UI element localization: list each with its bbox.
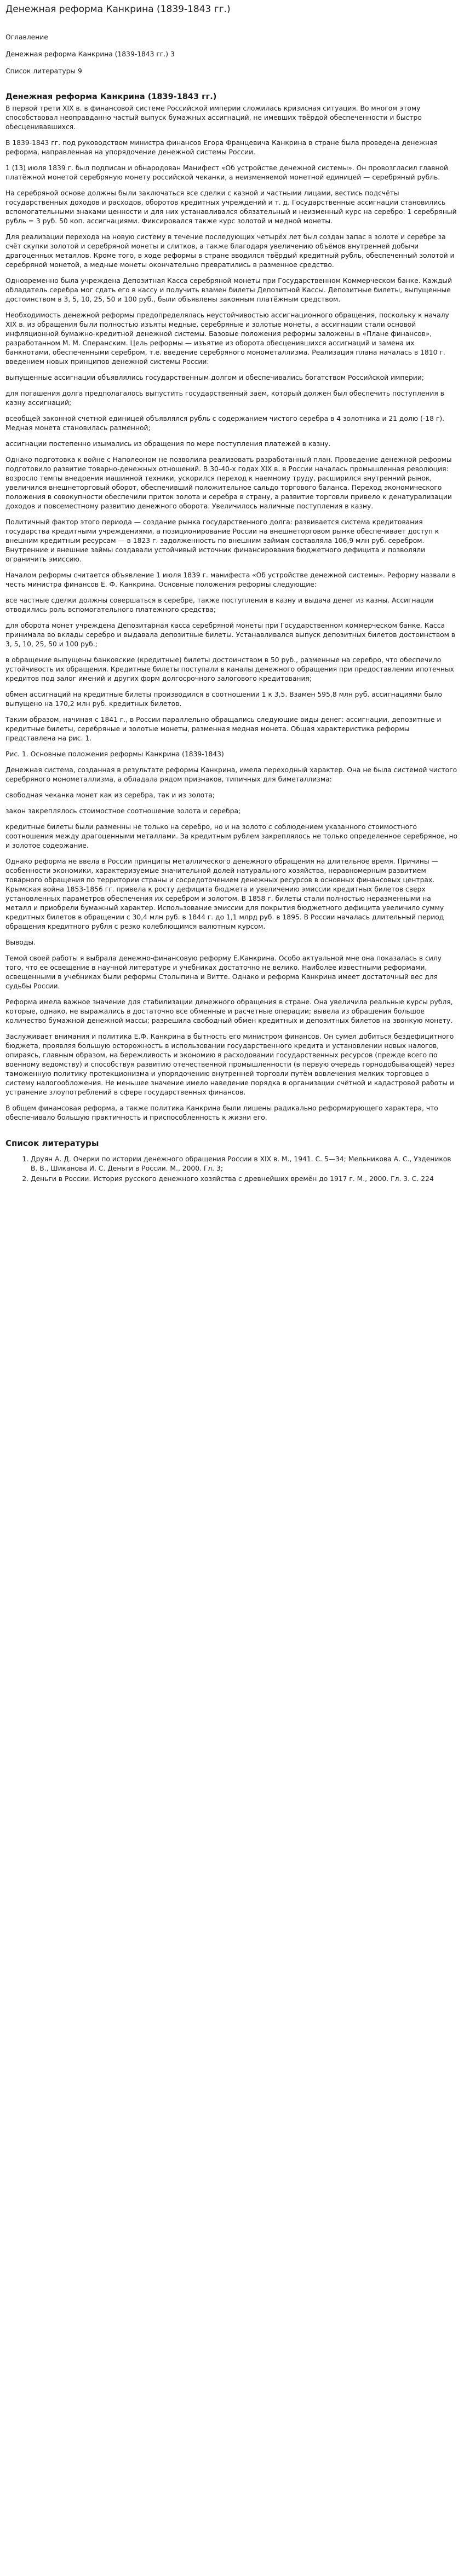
- paragraph: для погашения долга предполагалось выпустить государственный заем, который должен был обеспечить поступления в казну ассигнаций;: [5, 390, 444, 407]
- paragraph: Для реализации перехода на новую систему в течение последующих четырёх лет был создан запас в золоте и серебре за счёт скупки золотой и серебряной монеты и слитков, а также благодаря увеличению объёмов внутренней добычи драгоценных металлов. Кроме того, в ходе реформы в стране вводился твёрдый кредитный рубль, обеспеченный золотой и серебряной монетой, а медные монеты окончательно превратились в разменное средство.: [5, 233, 455, 269]
- conclusions-heading: Выводы.: [5, 939, 36, 946]
- paragraph: выпущенные ассигнации объявлялись государственным долгом и обеспечивались богатством Российской империи;: [5, 374, 424, 381]
- toc-item-reform[interactable]: Денежная реформа Канкрина (1839-1843 гг.) 3: [5, 50, 175, 58]
- bibliography-item: 1. Друян А. Д. Очерки по истории денежного обращения России в XIX в. М., 1941. С. 5—34; Мельникова А. С., Уздеников В. В., Шиканова И. С. Деньги в России. М., 2000. Гл. 3;: [31, 1155, 459, 1173]
- paragraph: Одновременно была учреждена Депозитная Касса серебряной монеты при Государственном Коммерческом банке. Каждый обладатель серебра мог сдать его в кассу и получить взамен билеты Депозитной Кассы. Депозитные билеты, выпущенные достоинством в 3, 5, 10, 25, 50 и 100 руб., были объявлены законным платёжным средством.: [5, 277, 452, 303]
- paragraph: Заслуживает внимания и политика Е.Ф. Канкрина в бытность его министром финансов. Он сумел добиться бездефицитного бюджета, проявляя большую осторожность в использовании государственного кредита и установлении новых налогов, опираясь, главным образом, на бережливость и экономию в расходовании государственных ресурсов (прежде всего по военному ведомству) и способствуя развитию отечественной промышленности (в первую очередь горнодобывающей) через таможенную политику протекционизма и упорядочению внутренней торговли путём вовлечения мелких торговцев в систему налогообложения. Не меньшее значение имело наведение порядка в организации счётной и кадастровой работы и устранение злоупотреблений в сфере государственных финансов.: [5, 1033, 455, 1096]
- paragraph: ассигнации постепенно изымались из обращения по мере поступления платежей в казну.: [5, 440, 331, 448]
- document-title: Денежная реформа Канкрина (1839-1843 гг.): [5, 4, 231, 15]
- figure-caption: Рис. 1. Основные положения реформы Канкрина (1839-1843): [5, 750, 224, 758]
- paragraph: Денежная система, созданная в результате реформы Канкрина, имела переходный характер. Она не была системой чистого серебряного монометаллизма, а обладала рядом признаков, типичных для биметаллизма:: [5, 766, 457, 783]
- paragraph: Началом реформы считается объявление 1 июля 1839 г. манифеста «Об устройстве денежной системы». Реформу назвали в честь министра финансов Е. Ф. Канкрина. Основные положения реформы следующие:: [5, 571, 456, 588]
- paragraph: 1 (13) июля 1839 г. был подписан и обнародован Манифест «Об устройстве денежной системы». Он провозгласил главной платёжной монетой серебряную монету российской чеканки, а неизменяемой монетной единицей — серебряный рубль.: [5, 164, 449, 181]
- paragraph: Однако подготовка к войне с Наполеоном не позволила реализовать разработанный план. Проведение денежной реформы подготовило развитие товарно-денежных отношений. В 30-40-х годах XIX в. в России началась промышленная революция: возросло темпы внедрения машинной техники, ускорился переход к наемному труду, расширился внутренний рынок, увеличился внешнеторговый оборот, обеспечивший положительное сальдо торгового баланса. Переход экономического положения в совокупности обеспечили приток золота и серебра в страну, а развитие торговли привело к денатурализации доходов и повсеместному развитию денежного оборота. Увеличилось наличные поступления в казну.: [5, 456, 452, 510]
- document-page: [0, 0, 464, 1196]
- paragraph: все частные сделки должны совершаться в серебре, также поступления в казну и выдача денег из казны. Ассигнации отводились роль вспомогательного платежного средства;: [5, 597, 434, 613]
- toc-title: Оглавление: [5, 33, 48, 41]
- paragraph: закон закреплялось стоимостное соотношение золота и серебра;: [5, 807, 241, 815]
- paragraph: в обращение выпущены банковские (кредитные) билеты достоинством в 50 руб., разменные на серебро, что обеспечило устойчивость их обращения. Кредитные билеты поступали в каналы денежного обращения при предоставлении ипотечных кредитов под залог имений и других форм долгосрочного залогового кредитования;: [5, 656, 454, 682]
- body-text-after-figure: [5, 766, 459, 1122]
- body-text: [5, 104, 459, 743]
- section-title: Денежная реформа Канкрина (1839-1843 гг.): [5, 92, 217, 101]
- paragraph: для оборота монет учреждена Депозитарная касса серебряной монеты при Государственном коммерческом банке. Касса принимала во вклады серебро и выдавала депозитные билеты. Устанавливался выпуск депозитных билетов достоинством в 3, 5, 10, 25, 50 и 100 руб.;: [5, 622, 456, 648]
- paragraph: обмен ассигнаций на кредитные билеты производился в соотношении 1 к 3,5. Взамен 595,8 млн руб. ассигнациями было выпущено на 170,2 млн руб. кредитных билетов.: [5, 691, 442, 708]
- paragraph: Таким образом, начиная с 1841 г., в России параллельно обращались следующие виды денег: ассигнации, депозитные и кредитные билеты, серебряные и золотые монеты, разменная медная монета. Общая характеристика реформы представлена на рис. 1.: [5, 716, 442, 742]
- paragraph: всеобщей законной счетной единицей объявлялся рубль с содержанием чистого серебра в 4 золотника и 21 долю (-18 г). Медная монета становилась разменной;: [5, 415, 445, 432]
- paragraph: В общем финансовая реформа, а также политика Канкрина были лишены радикально реформирующего характера, что обеспечивало большую практичность и приспособленность к жизни его.: [5, 1104, 438, 1121]
- paragraph: В 1839-1843 гг. под руководством министра финансов Егора Францевича Канкрина в стране была проведена денежная реформа, направленная на упорядочение денежной системы России.: [5, 139, 438, 156]
- bibliography-list: [5, 1155, 459, 1184]
- paragraph: На серебряной основе должны были заключаться все сделки с казной и частными лицами, вестись подсчёты государственных доходов и расходов, оборотов кредитных учреждений и т. д. Государственные ассигнации становились вспомогательными знаками ценности и для них устанавливался обязательный и неизменный курс на серебро: 1 серебряный рубль = 3 руб. 50 коп. ассигнациями. Фиксировался также курс золотой и медной монеты.: [5, 189, 457, 225]
- paragraph: свободная чеканка монет как из серебра, так и из золота;: [5, 791, 215, 799]
- paragraph: Темой своей работы я выбрала денежно-финансовую реформу Е.Канкрина. Особо актуальной мне она показалась в силу того, что ее освещение в научной литературе и учебниках достаточно не велико. Наиболее известными реформами, освещенными в учебниках были реформы Столыпина и Витте. Однако и реформа Канкрина имеет достаточный вес для судьбы России.: [5, 954, 442, 990]
- bibliography-title: Список литературы: [5, 1138, 99, 1148]
- bibliography-item: 2. Деньги в России. История русского денежного хозяйства с древнейших времён до 1917 г. М., 2000. Гл. 3. С. 224: [31, 1174, 459, 1184]
- paragraph: Необходимость денежной реформы предопределялась неустойчивостью ассигнационного обращения, поскольку к началу XIX в. из обращения были полностью изъяты медные, серебряные и золотые монеты, а ассигнации стали основой инфляционной бумажно-кредитной денежной системы. Базовые положения реформы заложены в «Плане финансов», разработанном М. М. Сперанским. Цель реформы — изъятие из оборота обесценившихся ассигнаций и замена их банкнотами, обеспеченными серебром, т.е. введение серебряного монометаллизма. Реализация плана началась в 1810 г. введением новых принципов денежной системы России:: [5, 311, 449, 366]
- toc-item-bibliography[interactable]: Список литературы 9: [5, 67, 82, 75]
- paragraph: Политичный фактор этого периода — создание рынка государственного долга: развивается система кредитования государства кредитными учреждениями, а позиционирование России на внешнеторговом рынке обеспечивает доступ к внешним кредитным ресурсам — в 1823 г. задолженность по внешним займам составляла 106,9 млн руб. серебром. Внутренние и внешние займы создавали устойчивый источник финансирования бюджетного дефицита и позволяли ограничить эмиссию.: [5, 518, 439, 563]
- paragraph: Реформа имела важное значение для стабилизации денежного обращения в стране. Она увеличила реальные курсы рубля, которые, однако, не выражались в достаточно все обменные и расчетные операции; вывела из обращения большое количество бумажной денежной массы; разрешила свободный обмен кредитных и депозитных билетов на звонкую монету.: [5, 998, 453, 1024]
- paragraph: кредитные билеты были разменны не только на серебро, но и на золото с соблюдением указанного стоимостного соотношения между драгоценными металлами. За кредитным рублем закреплялось не только определенное серебряное, но и золотое содержание.: [5, 823, 458, 849]
- paragraph: Однако реформа не ввела в России принципы металлического денежного обращения на длительное время. Причины — особенности экономики, характеризуемые значительной долей натурального хозяйства, неравномерным развитием товарного обращения по территории страны и сосредоточением денежных ресурсов в основных финансовых центрах. Крымская война 1853-1856 гг. привела к росту дефицита бюджета и увеличению эмиссии кредитных билетов сверх установленных параметров обеспечения их серебром и золотом. В 1858 г. билеты стали полностью неразменными на металл и приобрели бумажный характер. Использование эмиссии для покрытия бюджетного дефицита увеличило сумму кредитных билетов в обращении с 30,4 млн руб. в 1844 г. до 1,1 млрд руб. в 1895. В России началась длительный период обращения кредитного рубля с резко колеблющимся валютным курсом.: [5, 858, 444, 930]
- paragraph: В первой трети XIX в. в финансовой системе Российской империи сложилась кризисная ситуация. Во многом этому способствовал неоправданно частый выпуск бумажных ассигнаций, не имевших твёрдой обеспеченности и быстро обесценивавшихся.: [5, 105, 422, 131]
